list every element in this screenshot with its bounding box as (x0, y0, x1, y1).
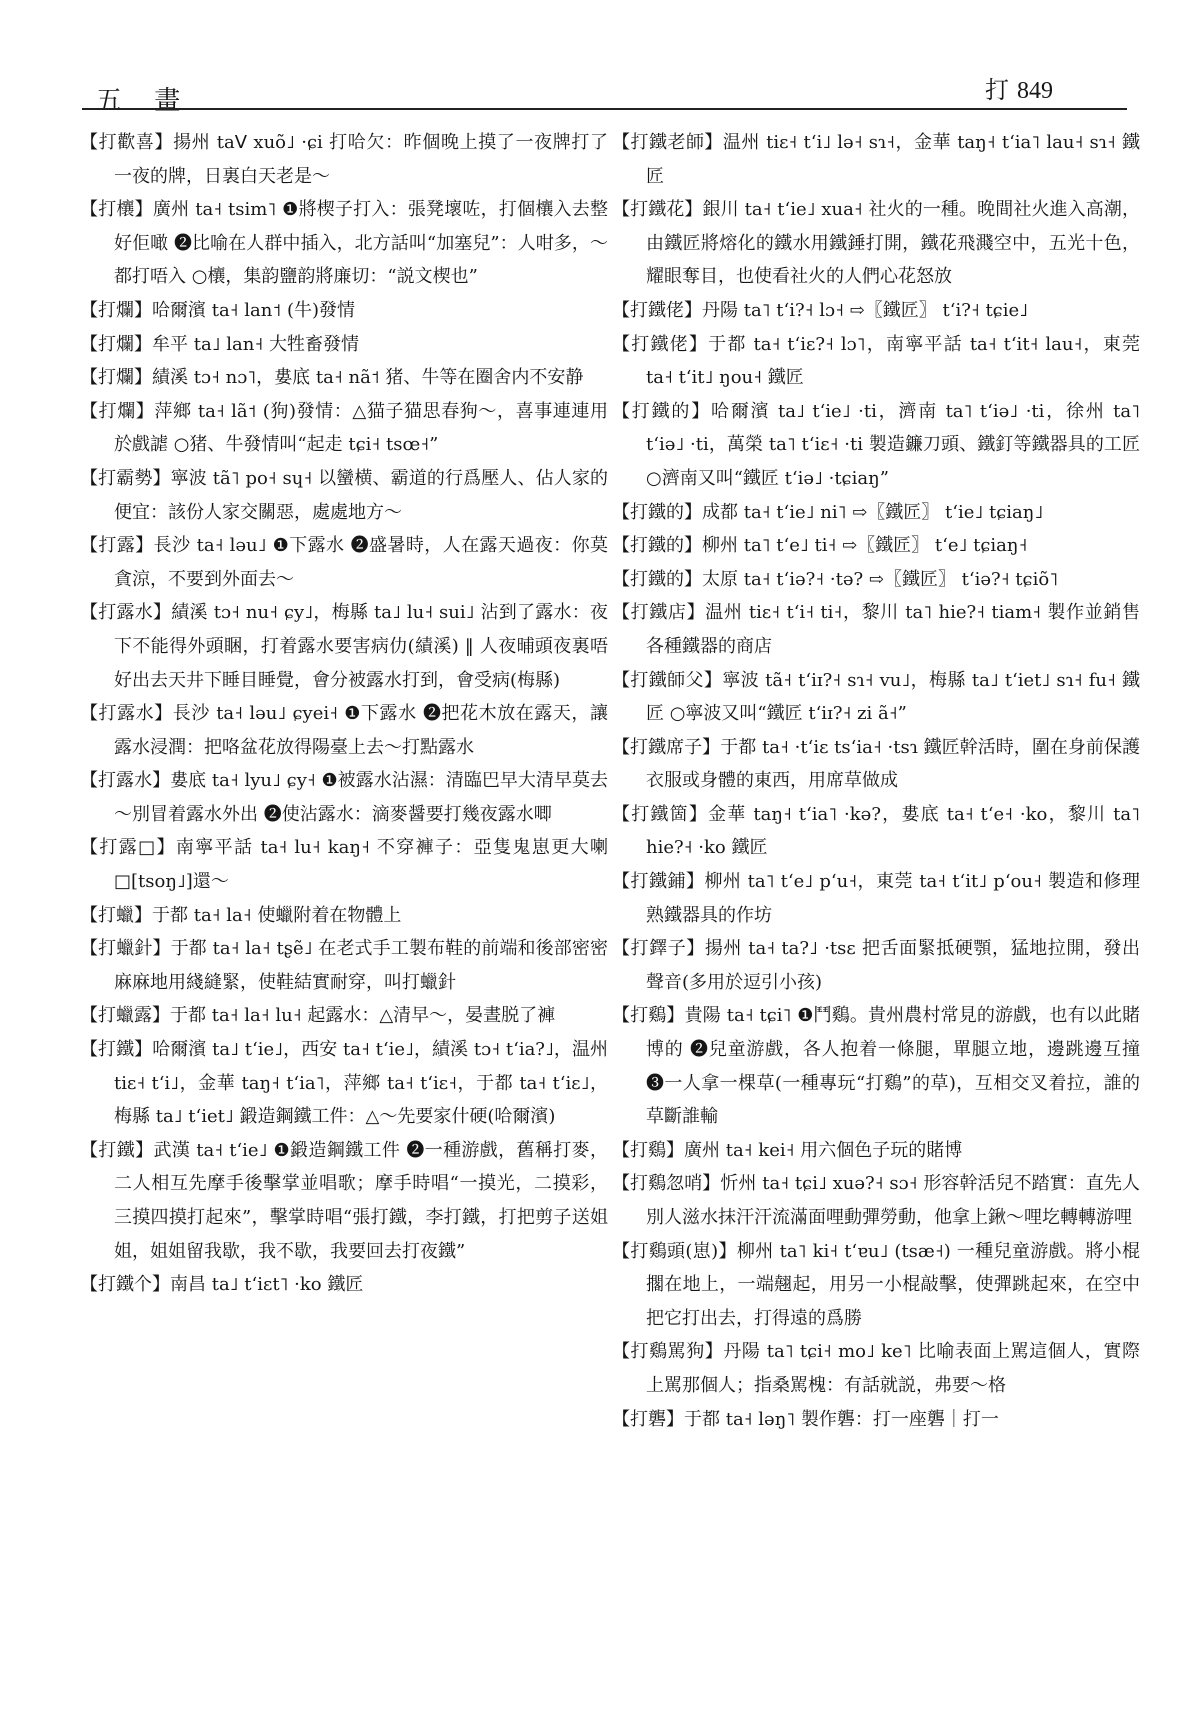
entry-headword: 【打爛】 (80, 400, 155, 422)
entry-headword: 【打爛】 (80, 367, 152, 389)
entry-definition: 温州 tiɛ˧ tʻi˩ lə˧ sɿ˧，金華 taŋ˧ tʻia˥ lau˧ sɿ˧ 鐵匠 (646, 132, 1140, 187)
entry-headword: 【打露水】 (80, 703, 173, 725)
entry-definition: 長沙 ta˧ ləu˩ ɕyei˧ ❶下露水 ❷把花木放在露天，讓露水浸潤：把咯盆花放得陽臺上去～打點露水 (114, 703, 608, 758)
entry-headword: 【打鐵師父】 (612, 669, 723, 691)
entry-definition: 哈爾濱 ta˩ tʻie˩，西安 ta˧ tʻie˩，績溪 tɔ˧ tʻia?˩，温州 tiɛ˧ tʻi˩，金華 taŋ˧ tʻia˥，萍鄉 ta˧ tʻiɛ˧，于都 ta˧ tʻiɛ˩，梅縣 ta˩ tʻiet˩ 鍛造鋼鐵工件：△～先要家什硬(哈爾濱) (114, 1039, 608, 1128)
entry-headword: 【打鐵老師】 (612, 132, 723, 153)
entry-headword: 【打鷄駡狗】 (612, 1341, 724, 1363)
dictionary-entry (612, 798, 1140, 865)
entry-definition: 柳州 ta˥ tʻe˩ pʻu˧，東莞 ta˧ tʻit˩ pʻou˧ 製造和修理熟鐵器具的作坊 (646, 871, 1140, 926)
entry-definition: 于都 ta˧ la˧ lu˧ 起露水：△清早～，晏晝脱了褲 (170, 1005, 556, 1027)
dictionary-entry (612, 496, 1140, 530)
entry-definition: 揚州 taᐯ xuõ˩ ·ɕi 打哈欠：昨個晚上摸了一夜牌打了一夜的牌，日裏白天老是～ (114, 132, 608, 187)
dictionary-entry (80, 395, 608, 462)
entry-headword: 【打蠟露】 (80, 1005, 170, 1027)
entry-headword: 【打鷄忽哨】 (612, 1173, 721, 1195)
dictionary-entry (612, 596, 1140, 663)
dictionary-entry (80, 697, 608, 764)
page-number: 849 (1017, 78, 1053, 104)
left-column (80, 126, 608, 1716)
entry-headword: 【打鐵箇】 (612, 803, 709, 825)
entry-headword: 【打鐵席子】 (612, 736, 721, 758)
dictionary-entry (612, 932, 1140, 999)
entry-headword: 【打鐵花】 (612, 199, 703, 221)
entry-headword: 【打鐵店】 (612, 602, 706, 624)
entry-headword: 【打露□】 (80, 837, 176, 859)
entry-definition: 廣州 ta˧ tsim˥ ❶將楔子打入：張凳壞咗，打個欀入去整好佢噉 ❷比喻在人群中插入，北方話叫“加塞兒”：人咁多，～都打唔入 ○欀，集韵鹽韵將廉切：“説文楔也” (114, 199, 608, 288)
entry-headword: 【打蠟】 (80, 904, 152, 926)
entry-headword: 【打鐵的】 (612, 400, 712, 422)
entry-headword: 【打露】 (80, 535, 154, 557)
entry-definition: 南昌 ta˩ tʻiɛt˥ ·ko 鐵匠 (170, 1274, 364, 1296)
entry-definition: 忻州 ta˧ tɕi˩ xuə?˧ sɔ˧ 形容幹活兒不踏實：直先人別人滋水抹汗汗流滿面哩動彈勞動，他拿上鍬～哩圪轉轉游哩 (646, 1173, 1140, 1228)
entry-definition: 丹陽 ta˥ tʻi?˧ lɔ˧ ⇨〖鐵匠〗 tʻi?˧ tɕie˩ (702, 299, 1029, 321)
head-character: 打 (985, 76, 1009, 104)
entry-headword: 【打鷄】 (612, 1139, 684, 1161)
dictionary-entry (612, 999, 1140, 1133)
entry-headword: 【打露水】 (80, 770, 171, 792)
dictionary-entry (612, 664, 1140, 731)
entry-definition: 南寧平話 ta˧ lu˧ kaŋ˧ 不穿褲子：亞隻鬼崽更大喇□[tsoŋ˩]還～ (114, 837, 608, 893)
entry-headword: 【打爛】 (80, 333, 152, 355)
entry-headword: 【打蠟針】 (80, 938, 171, 960)
dictionary-entry (80, 193, 608, 294)
dictionary-entry (80, 831, 608, 898)
dictionary-entry (80, 361, 608, 395)
entry-definition: 寧波 tã˥ po˧ sɥ˧ 以蠻横、霸道的行爲壓人、佔人家的便宜：該份人家交關惡，處處地方～ (114, 467, 608, 523)
entry-definition: 寧波 tã˧ tʻiɪ?˧ sɿ˧ vu˩，梅縣 ta˩ tʻiet˩ sɿ˧ fu˧ 鐵匠 ○寧波又叫“鐵匠 tʻiɪ?˧ zi ã˧” (646, 669, 1140, 725)
dictionary-entry (80, 1134, 608, 1268)
dictionary-entry (80, 999, 608, 1033)
entry-headword: 【打鐵个】 (80, 1274, 170, 1296)
dictionary-entry (80, 529, 608, 596)
dictionary-entry (612, 1134, 1140, 1168)
section-title: 五 畫 (96, 86, 193, 116)
dictionary-entry (80, 1268, 608, 1302)
entry-definition: 金華 taŋ˧ tʻia˥ ·kə?，婁底 ta˧ tʻe˧ ·ko，黎川 ta˥ hie?˧ ·ko 鐵匠 (646, 803, 1140, 859)
dictionary-entry (80, 764, 608, 831)
entry-headword: 【打礱】 (612, 1408, 684, 1430)
entry-definition: 于都 ta˧ la˧ 使蠟附着在物體上 (152, 904, 402, 926)
dictionary-entry (80, 126, 608, 193)
dictionary-entry (612, 563, 1140, 597)
entry-definition: 貴陽 ta˧ tɕi˥ ❶鬥鷄。貴州農村常見的游戲，也有以此賭博的 ❷兒童游戲，各人抱着一條腿，單腿立地，邊跳邊互撞 ❸一人拿一棵草(一種專玩“打鷄”的草)，互相交叉着拉，誰的草斷誰輸 (646, 1005, 1140, 1128)
entry-headword: 【打鐵的】 (612, 568, 702, 590)
dictionary-entry (612, 1235, 1140, 1336)
dictionary-entry (80, 294, 608, 328)
entry-headword: 【打鐵】 (80, 1039, 153, 1061)
page-header (0, 0, 1200, 115)
dictionary-entry (80, 1033, 608, 1134)
entry-headword: 【打露水】 (80, 602, 172, 624)
dictionary-entry (612, 731, 1140, 798)
right-column (612, 126, 1140, 1716)
entry-headword: 【打鐵的】 (612, 535, 702, 557)
entry-headword: 【打欀】 (80, 199, 153, 221)
entry-definition: 于都 ta˧ ·tʻiɛ tsʻia˧ ·tsɿ 鐵匠幹活時，圍在身前保護衣服或身體的東西，用席草做成 (646, 736, 1140, 792)
dictionary-entry (80, 328, 608, 362)
dictionary-entry (80, 596, 608, 697)
entry-headword: 【打鐵佬】 (612, 333, 709, 355)
dictionary-entry (612, 328, 1140, 395)
dictionary-entry (612, 193, 1140, 294)
dictionary-entry (612, 1403, 1140, 1437)
dictionary-entry (612, 529, 1140, 563)
entry-headword: 【打鷄頭(崽)】 (612, 1240, 737, 1262)
entry-definition: 績溪 tɔ˧ nu˧ ɕy˩，梅縣 ta˩ lu˧ sui˩ 沾到了露水：夜下不能得外頭睏，打着露水要害病仂(績溪) ‖ 人夜晡頭夜裏唔好出去天井下睡目睡覺，會分被露水打到，會受病(梅縣) (114, 602, 608, 691)
entry-definition: 于都 ta˧ la˧ tʂẽ˩ 在老式手工製布鞋的前端和後部密密麻麻地用綫縫緊，使鞋結實耐穿，叫打蠟針 (114, 938, 608, 993)
entry-definition: 于都 ta˧ ləŋ˥ 製作礱：打一座礱｜打一 (684, 1408, 999, 1430)
dictionary-entry (612, 865, 1140, 932)
entry-headword: 【打歡喜】 (80, 132, 174, 153)
entry-headword: 【打鐵鋪】 (612, 871, 705, 893)
entry-definition: 武漢 ta˧ tʻie˩ ❶鍛造鋼鐵工件 ❷一種游戲，舊稱打麥，二人相互先摩手後擊掌並唱歌；摩手時唱“一摸光，二摸彩，三摸四摸打起來”，擊掌時唱“張打鐵，李打鐵，打把剪子送姐姐，姐姐留我歇，我不歇，我要回去打夜鐵” (114, 1139, 608, 1262)
dictionary-entry (612, 395, 1140, 496)
entry-definition: 銀川 ta˧ tʻie˩ xua˧ 社火的一種。晚間社火進入高潮，由鐵匠將熔化的鐵水用鐵錘打開，鐵花飛濺空中，五光十色，耀眼奪目，也使看社火的人們心花怒放 (646, 199, 1140, 288)
entry-headword: 【打爛】 (80, 299, 152, 321)
dictionary-entry (612, 1335, 1140, 1402)
entry-headword: 【打鐵】 (80, 1139, 154, 1161)
entry-definition: 廣州 ta˧ kei˧ 用六個色子玩的賭博 (684, 1139, 963, 1161)
dictionary-entry (80, 932, 608, 999)
entry-definition: 柳州 ta˥ tʻe˩ ti˧ ⇨〖鐵匠〗 tʻe˩ tɕiaŋ˧ (702, 535, 1028, 557)
entry-definition: 柳州 ta˥ ki˧ tʻɐu˩ (tsæ˧) 一種兒童游戲。將小棍擱在地上，一端翹起，用另一小棍敲擊，使彈跳起來，在空中把它打出去，打得遠的爲勝 (646, 1240, 1140, 1329)
entry-definition: 萍鄉 ta˧ lã˦ (狗)發情：△猫子猫思春狗～，喜事連連用於戲謔 ○猪、牛發情叫“起走 tɕi˧ tsœ˧” (114, 400, 608, 456)
dictionary-entry (612, 126, 1140, 193)
dictionary-entry (612, 294, 1140, 328)
entry-definition: 揚州 ta˧ ta?˩ ·tsɛ 把舌面緊抵硬顎，猛地拉開，發出聲音(多用於逗引小孩) (646, 938, 1140, 993)
entry-headword: 【打鐵的】 (612, 501, 702, 523)
entry-definition: 哈爾濱 ta˧ lan˦ (牛)發情 (152, 299, 356, 321)
entry-definition: 于都 ta˧ tʻiɛ?˧ lɔ˥，南寧平話 ta˧ tʻit˧ lau˧，東莞 ta˧ tʻit˩ ŋou˧ 鐵匠 (646, 333, 1140, 389)
dictionary-entry (80, 462, 608, 529)
entry-definition: 成都 ta˧ tʻie˩ ni˥ ⇨〖鐵匠〗 tʻie˩ tɕiaŋ˩ (702, 501, 1044, 523)
entry-definition: 丹陽 ta˥ tɕi˧ mo˩ ke˥ 比喻表面上駡這個人，實際上駡那個人；指桑駡槐：有話就説，弗要～格 (646, 1341, 1140, 1396)
entry-headword: 【打霸勢】 (80, 467, 171, 489)
entry-definition: 績溪 tɔ˧ nɔ˥，婁底 ta˧ nã˦ 猪、牛等在圈舍内不安静 (152, 367, 584, 389)
entry-headword: 【打鐸子】 (612, 938, 705, 960)
header-rule (82, 108, 1127, 110)
dictionary-entry (612, 1167, 1140, 1234)
entry-headword: 【打鐵佬】 (612, 299, 702, 321)
running-head (985, 70, 1053, 105)
entry-definition: 牟平 ta˩ lan˧ 大牲畜發情 (152, 333, 359, 355)
entry-definition: 哈爾濱 ta˩ tʻie˩ ·ti，濟南 ta˥ tʻiə˩ ·ti，徐州 ta˥ tʻiə˩ ·ti，萬榮 ta˥ tʻiɛ˧ ·ti 製造鐮刀頭、鐵釘等鐵器具的工匠 ○濟南又叫“鐵匠 tʻiə˩ ·tɕiaŋ” (646, 400, 1140, 489)
entry-definition: 婁底 ta˧ lyu˩ ɕy˧ ❶被露水沾濕：清臨巴早大清早莫去～別冒着露水外出 ❷使沾露水：滴麥醤要打幾夜露水唧 (114, 770, 608, 825)
entry-headword: 【打鷄】 (612, 1005, 685, 1027)
entry-definition: 長沙 ta˧ ləu˩ ❶下露水 ❷盛暑時，人在露天過夜：你莫貪涼，不要到外面去～ (114, 535, 608, 590)
entry-definition: 太原 ta˧ tʻiə?˧ ·tə? ⇨〖鐵匠〗 tʻiə?˧ tɕiõ˥ (702, 568, 1059, 590)
dictionary-entry (80, 899, 608, 933)
entry-definition: 温州 tiɛ˧ tʻi˧ ti˧，黎川 ta˥ hie?˧ tiam˧ 製作並銷售各種鐵器的商店 (646, 602, 1140, 657)
